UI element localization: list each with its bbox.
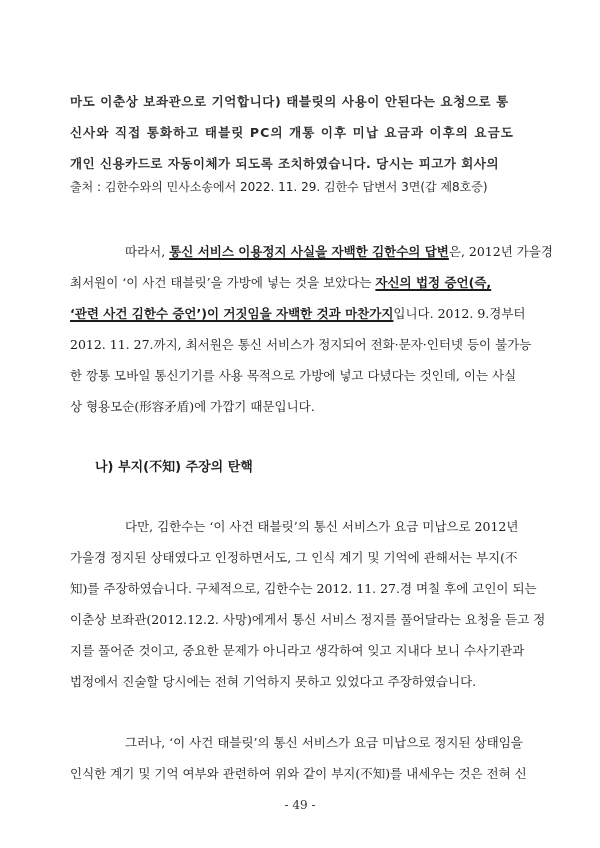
quote-line-2: 신사와 직접 통화하고 태블릿 PC의 개통 이후 미납 요금과 이후의 요금도 xyxy=(70,125,514,140)
para1-line-4: 2012. 11. 27.까지, 최서원은 통신 서비스가 정지되어 전화·문자·인터넷 등이 불가능 xyxy=(70,337,532,352)
para2-line-3: 知)를 주장하였습니다. 구체적으로, 김한수는 2012. 11. 27.경 며칠 후에 고인이 되는 xyxy=(70,581,537,596)
para2-line-6: 법정에서 진술할 당시에는 전혀 기억하지 못하고 있었다고 주장하였습니다. xyxy=(70,674,477,689)
para1-underline: 자신의 법정 증언(즉, xyxy=(375,275,492,290)
para2-line-2: 가을경 정지된 상태였다고 인정하면서도, 그 인식 계기 및 기억에 관해서는 부지(不 xyxy=(70,550,518,565)
para3-line-1: 그러나, ‘이 사건 태블릿’의 통신 서비스가 요금 미납으로 정지된 상태임을 xyxy=(125,735,523,750)
quote-line-3: 개인 신용카드로 자동이체가 되도록 조치하였습니다. 당시는 피고가 회사의 xyxy=(70,156,500,171)
quote-line-1: 마도 이춘상 보좌관으로 기억합니다) 태블릿의 사용이 안된다는 요청으로 통 xyxy=(70,94,509,109)
para1-text: 최서원이 ‘이 사건 태블릿’을 가방에 넣는 것을 보았다는 xyxy=(70,275,376,290)
para2-line-4: 이춘상 보좌관(2012.12.2. 사망)에게서 통신 서비스 정지를 풀어달라는 요청을 듣고 정 xyxy=(70,612,546,627)
para1-text: 은, 2012년 가을경 xyxy=(448,244,553,259)
para1-line-5: 한 깡통 모바일 통신기기를 사용 목적으로 가방에 넣고 다녔다는 것인데, 이는 사실 xyxy=(70,368,517,383)
section-heading: 나) 부지(不知) 주장의 탄핵 xyxy=(95,460,253,475)
para1-line-2 xyxy=(70,273,491,291)
para1-underline: ‘관련 사건 김한수 증언’)이 거짓임을 자백한 것과 마찬가지 xyxy=(70,306,394,321)
quote-source: 출처 : 김한수와의 민사소송에서 2022. 11. 29. 김한수 답변서 3면(갑 제8호증) xyxy=(70,180,488,194)
para1-line-6: 상 형용모순(形容矛盾)에 가깝기 때문입니다. xyxy=(70,399,315,414)
para1-text: 따라서, xyxy=(125,244,170,259)
para2-line-1: 다만, 김한수는 ‘이 사건 태블릿’의 통신 서비스가 요금 미납으로 2012년 xyxy=(125,519,519,534)
para3-line-2: 인식한 계기 및 기억 여부와 관련하여 위와 같이 부지(不知)를 내세우는 것은 전혀 신 xyxy=(70,766,527,781)
para1-line-3 xyxy=(70,304,526,322)
para1-underline: 통신 서비스 이용정지 사실을 자백한 김한수의 답변 xyxy=(169,244,449,259)
para1-text: 입니다. 2012. 9.경부터 xyxy=(393,306,526,321)
page-number: - 49 - xyxy=(284,798,316,812)
para2-line-5: 지를 풀어준 것이고, 중요한 문제가 아니라고 생각하여 잊고 지내다 보니 수사기관과 xyxy=(70,643,525,658)
para1-line-1 xyxy=(125,242,553,260)
